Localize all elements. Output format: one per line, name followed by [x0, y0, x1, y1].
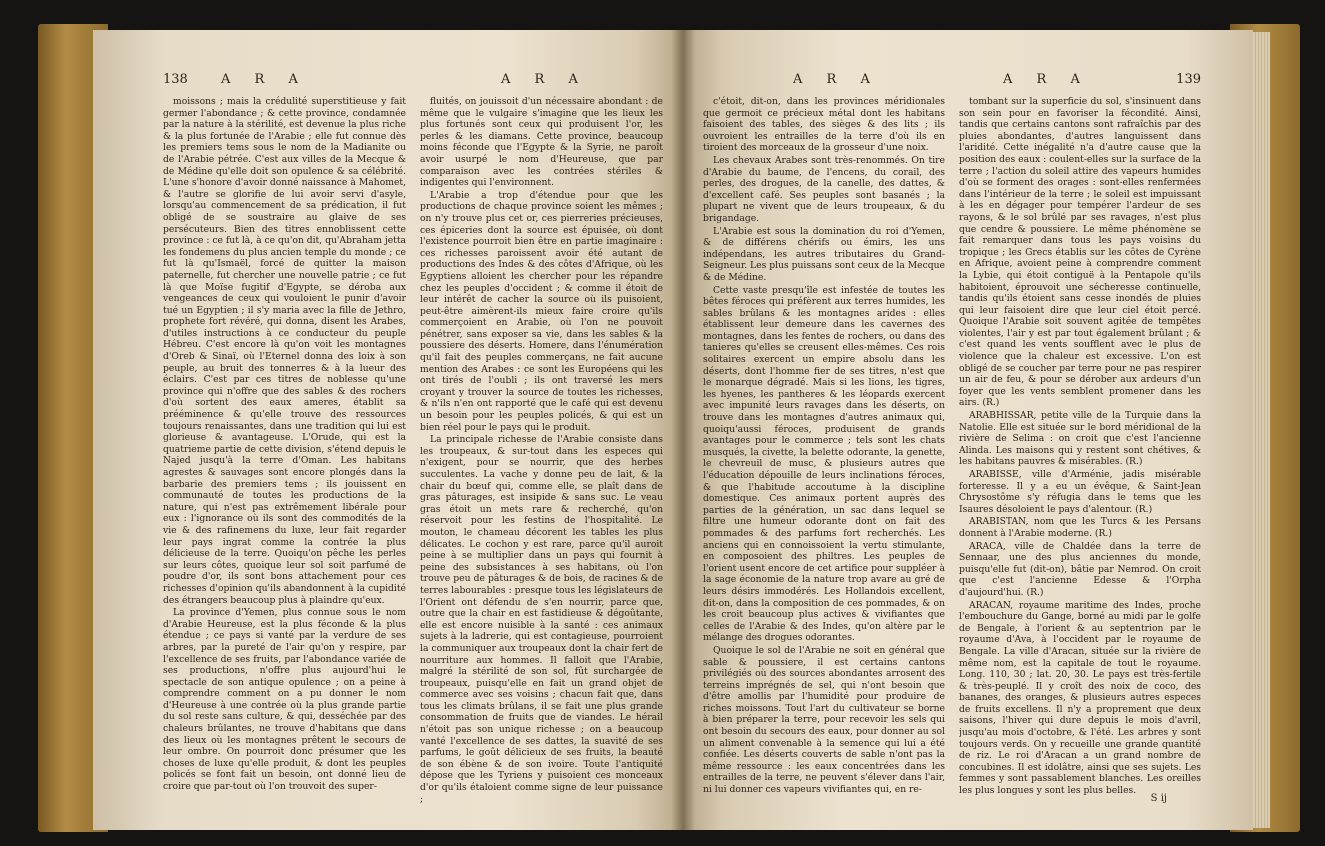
running-head-right — [703, 72, 1201, 92]
page-number-right: 139 — [1176, 72, 1201, 87]
running-head-right-1: A R A — [793, 72, 880, 87]
paragraph: moissons ; mais la crédulité superstitieuse y fait germer l'abondance ; & cette province, condamnée par la nature à la stérilité, est devenue la plus riche & la plus fortunée de l'Arabie ; elle fut connue dès les premiers tems sous le nom de la Madianite ou de l'Arabie pétrée. C'est aux villes de la Mecque & de Médine qu'elle doit son opulence & sa célébrité. L'une s'honore d'avoir donné naissance à Mahomet, & l'autre se glorifie de lui avoir servi d'asyle, lorsqu'au commencement de sa prédication, il fut obligé de se soustraire au glaive de ses persécuteurs. Bien des titres ennoblissent cette province : ce fut là, à ce qu'on dit, qu'Abraham jetta les fondemens du plus ancien temple du monde ; ce fut là qu'Ismaël, forcé de quitter la maison paternelle, fut chercher une nouvelle patrie ; ce fut là que Moïse fugitif d'Egypte, se déroba aux vengeances de ceux qui vouloient le punir d'avoir tué un Egyptien ; il s'y maria avec la fille de Jethro, prophete fort révéré, qui donna, disent les Arabes, d'utiles instructions à ce conducteur du peuple Hébreu. C'est encore là qu'on voit les montagnes d'Oreb & Sinaï, où l'Eternel donna des loix à son peuple, au bruit des tonnerres & à la lueur des éclairs. C'est par ces titres de noblesse qu'une province qui n'offre que des sables & des rochers d'où sortent des eaux ameres, établit sa prééminence & qu'elle trouve des ressources toujours renaissantes, dans une tradition qui lui est glorieuse & avantageuse. L'Orude, qui est la quatrieme partie de cette division, s'étend depuis le Najed jusqu'à la terre d'Oman. Les habitans agrestes & sauvages sont encore plongés dans la barbarie des premiers tems ; ils jouissent en communauté de toutes les productions de la nature, qui n'est pas extrêmement libérale pour eux : l'ignorance où ils sont des commodités de la vie & des rafinemens du luxe, leur fait regarder leur pays ingrat comme la contrée la plus délicieuse de la terre. Quoiqu'on pêche les perles sur leurs côtes, quoique leur sol soit parfumé de poudre d'or, ils sont bons attachement pour ces richesses d'opinion qu'ils abandonnent à la cupidité des étrangers beaucoup plus à plaindre qu'eux. — [163, 96, 406, 606]
running-head-left-1: A R A — [221, 72, 308, 87]
left-page — [93, 30, 683, 830]
paragraph: La province d'Yemen, plus connue sous le nom d'Arabie Heureuse, est la plus féconde & la plus étendue ; ce pays si vanté par la verdure de ses arbres, par la pureté de l'air qu'on y respire, par l'excellence de ses fruits, par l'abondance variée de ses productions, n'offre plus aujourd'hui le spectacle de son antique opulence ; on a peine à comprendre comment on a pu donner le nom d'Heureuse à une contrée où la plus grande partie du sol reste sans culture, & qui, desséchée par des chaleurs brûlantes, ne trouve d'habitans que dans des lieux où les montagnes prêtent le secours de leur ombre. On pourroit donc présumer que les choses de luxe qu'elle produit, & dont les peuples policés se font fait un besoin, ont donné lieu de croire que par-tout où l'on trouvoit des super- — [163, 607, 406, 793]
running-head-left-2: A R A — [501, 72, 588, 87]
page-number-left: 138 — [163, 72, 188, 87]
paragraph: Quoique le sol de l'Arabie ne soit en général que sable & poussiere, il est certains cantons privilégiés où des sources abondantes arrosent des terreins imprégnés de sel, qui n'ont besoin que d'être amollis par l'humidité pour produire de riches moissons. Tout l'art du cultivateur se borne à bien préparer la terre, pour recevoir les sels qui ont besoin du secours des eaux, pour donner au sol un aliment convenable à la semence qui lui a été confiée. Les déserts couverts de sable n'ont pas la même ressource : les eaux concentrées dans les entrailles de la terre, ne peuvent s'élever dans l'air, ni lui donner ces vapeurs vivifiantes qui, en re- — [703, 644, 945, 796]
paragraph: Cette vaste presqu'île est infestée de toutes les bêtes féroces qui préfèrent aux terres humides, les sables brûlans & les montagnes arides : elles établissent leur demeure dans les cavernes des montagnes, dans les fentes de rochers, ou dans des tanieres qu'elles se creusent elles-mêmes. Ces rois solitaires exercent un empire absolu dans les déserts, dont l'homme fier de ses titres, n'est que le monarque dégradé. Mais si les lions, les tigres, les hyenes, les pantheres & les léopards exercent avec impunité leurs ravages dans les déserts, on trouve dans les montagnes d'autres animaux qui, quoiqu'aussi féroces, produisent de grands avantages pour le commerce ; tels sont les chats musqués, la civette, la belette odorante, la genette, le chevreuil de musc, & plusieurs autres que l'éducation dépouille de leurs inclinations féroces, & que l'habitude accoutume à la discipline domestique. Ces animaux portent auprès des parties de la génération, un sac dans lequel se filtre une humeur odorante dont on fait des pommades & des parfums fort recherchés. Les anciens qui en connoissoient la vertu stimulante, en composoient des philtres. Les peuples de l'orient usent encore de cet artifice pour suppléer à la sage économie de la nature trop avare au gré de leurs désirs immodérés. Les Hollandois excellent, dit-on, dans la composition de ces pommades, & on les croit beaucoup plus actives & vivifiantes que celles de l'Arabie & des Indes, qu'on altère par le mélange des drogues odorantes. — [703, 284, 945, 644]
dictionary-entry: ARABISTAN, nom que les Turcs & les Persans donnent à l'Arabie moderne. (R.) — [959, 516, 1201, 539]
running-head-left — [163, 72, 663, 92]
signature-mark: S ij — [1150, 792, 1167, 804]
left-column-2 — [420, 96, 663, 805]
paragraph: L'Arabie a trop d'étendue pour que les productions de chaque province soient les mêmes ; on n'y trouve plus cet or, ces pierreries précieuses, ces épiceries dont la source est épuisée, où dont l'existence pourroit bien être en partie imaginaire : ces richesses paroissent avoir été autant de productions des Indes & des côtes d'Afrique, où les Egyptiens alloient les chercher pour les répandre chez les peuples d'occident ; & comme il étoit de leur intérêt de cacher la source où ils puisoient, peut-être aimèrent-ils mieux faire croire qu'ils commerçoient en Arabie, où l'on ne pouvoit pénétrer, sans exposer sa vie, dans les sables & la poussiere des déserts. Homere, dans l'énumération qu'il fait des peuples commerçans, ne fait aucune mention des Arabes : ce sont les Européens qui les ont tirés de l'oubli ; ils ont traversé les mers croyant y trouver la source de toutes les richesses, & n'ils n'en ont rapporté que le café qui est devenu un besoin pour les peuples policés, & qui est un bien réel pour le pays qui le produit. — [420, 189, 663, 433]
paragraph: Les chevaux Arabes sont très-renommés. On tire d'Arabie du baume, de l'encens, du corail, des perles, des drogues, de la canelle, des dattes, & d'excellent café. Ses peuples sont basanés ; la plupart ne vivent que de leurs troupeaux, & du brigandage. — [703, 154, 945, 224]
paragraph: L'Arabie est sous la domination du roi d'Yemen, & de différens chérifs ou émirs, les uns indépendans, les autres tributaires du Grand-Seigneur. Les plus puissans sont ceux de la Mecque & de Médine. — [703, 225, 945, 283]
right-column-2 — [959, 96, 1201, 797]
running-head-right-2: A R A — [1003, 72, 1090, 87]
dictionary-entry: ARACA, ville de Chaldée dans la terre de Sennaar, une des plus anciennes du monde, puisqu'elle fut (dit-on), bâtie par Nemrod. On croit que c'est l'ancienne Edesse & l'Orpha d'aujourd'hui. (R.) — [959, 540, 1201, 598]
book-gutter — [671, 30, 695, 830]
open-book — [38, 12, 1300, 834]
paragraph: c'étoit, dit-on, dans les provinces méridionales que germoit ce précieux métal dont les habitans faisoient des tables, des sièges & des lits ; ils ouvroient les entrailles de la terre d'où ils en tiroient des morceaux de la grosseur d'une noix. — [703, 96, 945, 154]
right-column-1 — [703, 96, 945, 797]
right-page — [683, 30, 1253, 830]
dictionary-entry: ARACAN, royaume maritime des Indes, proche l'embouchure du Gange, borné au midi par le golfe de Bengale, à l'orient & au septentrion par le royaume d'Ava, à l'occident par le royaume de Bengale. La ville d'Aracan, située sur la rivière de même nom, est la capitale de tout le royaume. Long. 110, 30 ; lat. 20, 30. Le pays est très-fertile & très-peuplé. Il y croît des noix de coco, des bananes, des oranges, & plusieurs autres especes de fruits excellens. Il n'y a proprement que deux saisons, l'hiver qui dure depuis le mois d'avril, jusqu'au mois d'octobre, & l'été. Les arbres y sont toujours verds. On y recueille une grande quantité de riz. Le roi d'Aracan a un grand nombre de concubines. Il est idolâtre, ainsi que ses sujets. Les femmes y sont passablement blanches. Les oreilles les plus longues y sont les plus belles. — [959, 599, 1201, 797]
dictionary-entry: ARABISSE, ville d'Arménie, jadis misérable forteresse. Il y a eu un évêque, & Saint-Jean Chrysostôme s'y réfugia dans le tems que les Isaures désoloient le pays d'alentour. (R.) — [959, 469, 1201, 515]
paragraph: tombant sur la superficie du sol, s'insinuent dans son sein pour en favoriser la fécondité. Ainsi, tandis que certains cantons sont rafraîchis par des pluies abondantes, d'autres languissent dans l'aridité. Cette inégalité n'a d'autre cause que la position des eaux : coulent-elles sur la surface de la terre ; l'action du soleil attire des vapeurs humides d'où se forment des orages : sont-elles renfermées dans l'intérieur de la terre ; le soleil est impuissant à les en dégager pour tempérer l'ardeur de ses rayons, & le sol brûlé par ses ravages, n'est plus que cendre & poussiere. Le même phénomène se fait remarquer dans tous les pays voisins du tropique ; les Grecs établis sur les côtes de Cyrène en Afrique, avoient peine à comprendre comment la Lybie, qui étoit contiguë à la Pentapole qu'ils habitoient, éprouvoit une sécheresse continuelle, tandis qu'ils étoient sans cesse inondés de pluies qui leur faisoient dire que leur ciel étoit percé. Quoique l'Arabie soit souvent agitée de tempêtes violentes, l'air y est par tout également brûlant ; & c'est quand les vents soufflent avec le plus de violence que la chaleur est excessive. L'on est obligé de se coucher par terre pour ne pas respirer un air de feu, & pour se dérober aux ardeurs d'un foyer que les vents semblent promener dans les airs. (R.) — [959, 96, 1201, 409]
paragraph: fluités, on jouissoit d'un nécessaire abondant : de même que le vulgaire s'imagine que les lieux les plus fortunés sont ceux qui produisent l'or, les perles & les diamans. Cette province, beaucoup moins féconde que l'Egypte & la Syrie, ne paroît avoir usurpé le nom d'Heureuse, que par comparaison avec les contrées stériles & indigentes qui l'environnent. — [420, 96, 663, 189]
dictionary-entry: ARABHISSAR, petite ville de la Turquie dans la Natolie. Elle est située sur le bord méridional de la rivière de Selima : on croit que c'est l'ancienne Alinda. Les maisons qui y restent sont chétives, & les habitans pauvres & misérables. (R.) — [959, 410, 1201, 468]
left-column-1 — [163, 96, 406, 805]
paragraph: La principale richesse de l'Arabie consiste dans les troupeaux, & sur-tout dans les especes qui n'exigent, pour se nourrir, que des herbes succulentes. La vache y donne peu de lait, & la chair du bœuf qui, comme elle, se plaît dans de gras pâturages, est insipide & sans suc. Le veau gras étoit un mets rare & recherché, qu'on réservoit pour les festins de l'hospitalité. Le mouton, le chameau décorent les tables les plus délicates. Le cochon y est rare, parce qu'il auroit peine à se multiplier dans un pays qui fournit à peine des subsistances à ses habitans, où l'on trouve peu de pâturages & de bois, de racines & de terres labourables : presque tous les législateurs de l'Orient ont défendu de s'en nourrir, parce que, outre que la chair en est fastidieuse & dégoûtante, elle est encore nuisible à la santé : ces animaux sujets à la ladrerie, qui est contagieuse, pourroient la communiquer aux troupeaux dont la chair fert de nourriture aux hommes. Il falloit que l'Arabie, malgré la stérilité de son sol, fût surchargée de troupeaux, puisqu'elle en fait un grand objet de commerce avec ses voisins ; chacun fait que, dans tous les climats brûlans, il se fait une plus grande consommation de fruits que de viandes. Le hérail n'étoit pas son unique richesse ; on a beaucoup vanté l'excellence de ses dattes, la suavité de ses parfums, le goût délicieux de ses fruits, la beauté de son ébène & de son ivoire. Toute l'antiquité dépose que les Tyriens y puisoient ces monceaux d'or qu'ils étaloient comme signe de leur puissance ; — [420, 434, 663, 805]
